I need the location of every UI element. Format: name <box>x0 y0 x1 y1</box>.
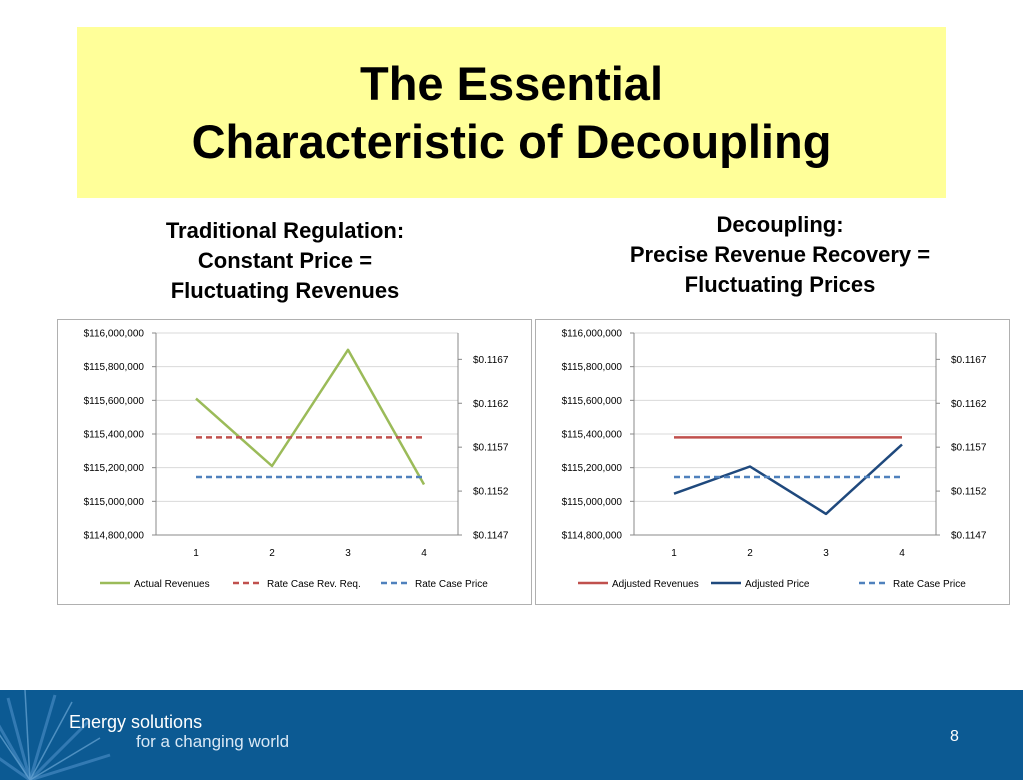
left-axis-tick-label: $115,800,000 <box>83 362 144 374</box>
left-axis-tick-label: $114,800,000 <box>83 530 144 542</box>
right-axis-tick-label: $0.1162 <box>951 398 987 410</box>
brand-tagline-line-1: Energy solutions <box>69 712 203 732</box>
decoupling-chart-svg <box>536 320 1009 604</box>
right-axis-tick-label: $0.1152 <box>473 486 509 498</box>
x-axis-tick-label: 1 <box>193 548 199 559</box>
right-heading-line-1: Decoupling: <box>716 212 844 237</box>
left-axis-tick-label: $115,000,000 <box>561 496 622 508</box>
x-axis-tick-label: 2 <box>747 548 753 559</box>
slide-title-line-2: Characteristic of Decoupling <box>191 114 832 168</box>
slide-title-box <box>77 27 946 198</box>
legend-label: Rate Case Rev. Req. <box>267 579 361 590</box>
legend-label: Adjusted Revenues <box>612 579 699 590</box>
left-axis-tick-label: $115,800,000 <box>561 362 622 374</box>
right-axis-tick-label: $0.1167 <box>473 354 509 366</box>
x-axis-tick-label: 4 <box>421 548 427 559</box>
legend-label: Rate Case Price <box>415 579 488 590</box>
page-number: 8 <box>950 728 959 745</box>
decoupling-chart <box>535 319 1010 605</box>
left-axis-tick-label: $115,600,000 <box>83 395 144 407</box>
brand-tagline-line-2: for a changing world <box>136 732 290 751</box>
left-axis-tick-label: $115,000,000 <box>83 496 144 508</box>
left-heading-line-2: Constant Price = <box>197 248 373 273</box>
left-axis-tick-label: $115,400,000 <box>83 429 144 441</box>
x-axis-tick-label: 1 <box>671 548 677 559</box>
right-chart-heading <box>560 210 1000 300</box>
legend-label: Rate Case Price <box>893 579 966 590</box>
left-chart-heading <box>95 216 475 306</box>
right-axis-tick-label: $0.1157 <box>473 442 509 454</box>
x-axis-tick-label: 4 <box>899 548 905 559</box>
x-axis-tick-label: 3 <box>823 548 829 559</box>
right-axis-tick-label: $0.1157 <box>951 442 987 454</box>
right-axis-tick-label: $0.1162 <box>473 398 509 410</box>
slide-title-line-1: The Essential <box>360 56 663 110</box>
x-axis-tick-label: 3 <box>345 548 351 559</box>
series-line-actual-revenues <box>196 350 424 485</box>
left-axis-tick-label: $114,800,000 <box>561 530 622 542</box>
left-axis-tick-label: $115,200,000 <box>83 463 144 475</box>
legend-label: Actual Revenues <box>134 579 210 590</box>
right-axis-tick-label: $0.1167 <box>951 354 987 366</box>
left-heading-line-3: Fluctuating Revenues <box>170 278 400 303</box>
right-heading-line-2: Precise Revenue Recovery = <box>629 242 931 267</box>
legend-label: Adjusted Price <box>745 579 810 590</box>
right-axis-tick-label: $0.1147 <box>473 530 509 542</box>
left-axis-tick-label: $115,200,000 <box>561 463 622 475</box>
left-heading-line-1: Traditional Regulation: <box>165 218 405 243</box>
right-axis-tick-label: $0.1152 <box>951 486 987 498</box>
series-line-adjusted-price <box>674 445 902 514</box>
traditional-regulation-chart <box>57 319 532 605</box>
traditional-regulation-chart-svg <box>58 320 531 604</box>
x-axis-tick-label: 2 <box>269 548 275 559</box>
left-axis-tick-label: $115,600,000 <box>561 395 622 407</box>
left-axis-tick-label: $116,000,000 <box>561 328 622 340</box>
right-heading-line-3: Fluctuating Prices <box>684 272 876 297</box>
right-axis-tick-label: $0.1147 <box>951 530 987 542</box>
left-axis-tick-label: $116,000,000 <box>83 328 144 340</box>
footer-bar <box>0 690 1023 780</box>
left-axis-tick-label: $115,400,000 <box>561 429 622 441</box>
